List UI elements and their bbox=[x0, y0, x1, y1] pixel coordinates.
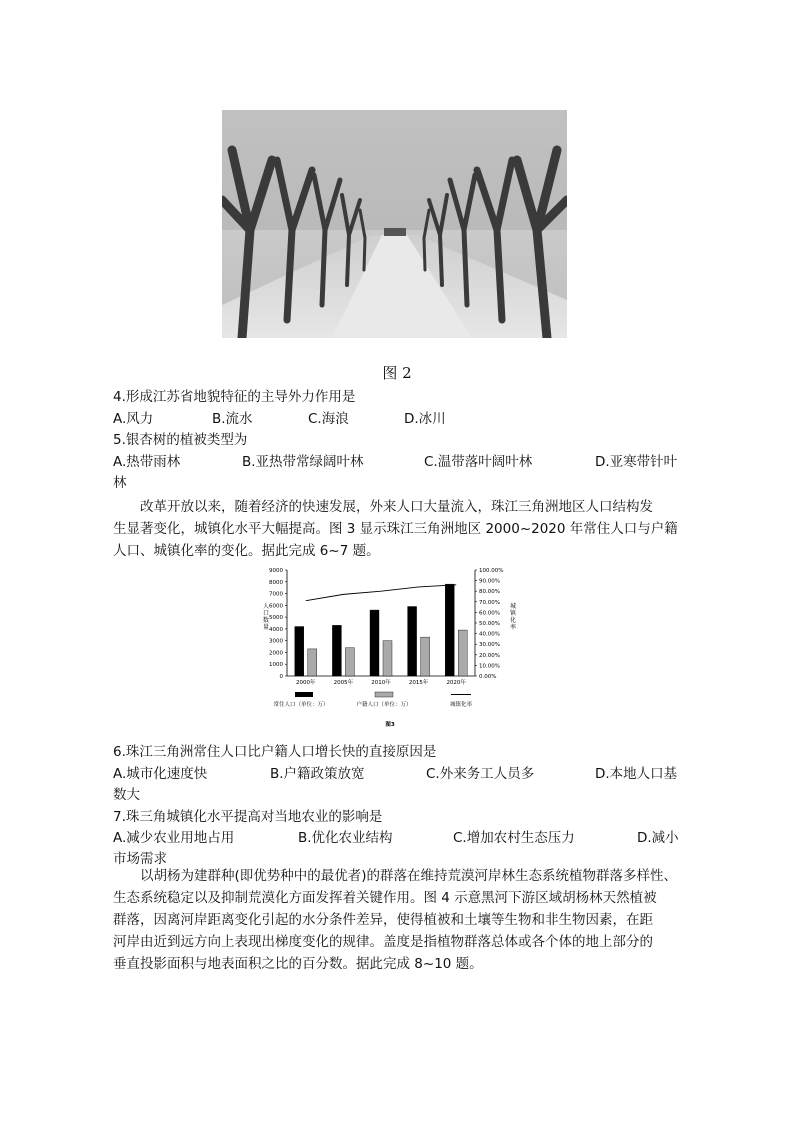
passage-line: 生态系统稳定以及抑制荒漠化方面发挥着关键作用。图 4 示意黑河下游区域胡杨林天然植被 bbox=[113, 890, 657, 906]
passage-pearl-river-delta bbox=[113, 496, 683, 562]
passage-line: 垂直投影面积与地表面积之比的百分数。据此完成 8~10 题。 bbox=[113, 956, 483, 972]
y-tick-label: 5000 bbox=[269, 615, 283, 622]
y-tick-label: 3000 bbox=[269, 638, 283, 645]
q6-option-d-wrap: 数大 bbox=[113, 787, 140, 803]
question-7-stem: 7.珠三角城镇化水平提高对当地农业的影响是 bbox=[113, 809, 383, 825]
bar-resident bbox=[445, 584, 454, 676]
q7-option-d-wrap: 市场需求 bbox=[113, 851, 167, 867]
y-tick-label: 1000 bbox=[269, 662, 283, 669]
y2-axis-label-char: 率 bbox=[509, 624, 517, 631]
q4-option-a: A.风力 bbox=[113, 411, 154, 427]
x-tick-label: 2015年 bbox=[408, 680, 429, 686]
passage-line: 改革开放以来，随着经济的快速发展，外来人口大量流入，珠江三角洲地区人口结构发 bbox=[140, 499, 653, 515]
y-tick-label: 6000 bbox=[269, 603, 283, 610]
passage-line: 生显著变化，城镇化水平大幅提高。图 3 显示珠江三角洲地区 2000~2020 年常住人口与户籍 bbox=[113, 521, 678, 537]
y2-tick-label: 100.00% bbox=[479, 568, 504, 574]
bar-registered bbox=[458, 630, 467, 676]
bar-registered bbox=[308, 649, 317, 676]
question-4-stem: 4.形成江苏省地貌特征的主导外力作用是 bbox=[113, 389, 356, 405]
y2-tick-label: 20.00% bbox=[479, 652, 500, 659]
passage-line: 群落，因离河岸距离变化引起的水分条件差异，使得植被和土壤等生物和非生物因素，在距 bbox=[113, 912, 653, 928]
y-tick-label: 9000 bbox=[269, 568, 283, 574]
q4-option-c: C.海浪 bbox=[308, 411, 349, 427]
y2-tick-label: 30.00% bbox=[479, 642, 500, 649]
y-tick-label: 4000 bbox=[269, 626, 283, 633]
figure-2-caption: 图 2 bbox=[382, 364, 412, 382]
q7-option-b: B.优化农业结构 bbox=[298, 830, 393, 846]
passage-line: 河岸由近到远方向上表现出梯度变化的规律。盖度是指植物群落总体或各个体的地上部分的 bbox=[113, 934, 653, 950]
y-tick-label: 7000 bbox=[269, 591, 283, 598]
q6-option-d: D.本地人口基 bbox=[595, 766, 678, 782]
y-tick-label: 2000 bbox=[269, 650, 283, 657]
q4-option-d: D.冰川 bbox=[404, 411, 446, 427]
y2-tick-label: 90.00% bbox=[479, 578, 500, 585]
y-axis-label-char: 数 bbox=[262, 617, 270, 624]
q7-option-a: A.减少农业用地占用 bbox=[113, 830, 235, 846]
urbanization-rate-line bbox=[306, 585, 456, 601]
legend-label-urbanization: 城镇化率 bbox=[449, 702, 473, 708]
y2-tick-label: 0.00% bbox=[479, 674, 497, 680]
q5-option-d-wrap: 林 bbox=[113, 475, 127, 491]
y2-tick-label: 40.00% bbox=[479, 631, 500, 638]
q5-option-b: B.亚热带常绿阔叶林 bbox=[242, 454, 364, 470]
y-axis-label-char: 人 bbox=[262, 603, 270, 610]
passage-populus-euphratica bbox=[113, 865, 693, 975]
q6-option-b: B.户籍政策放宽 bbox=[270, 766, 365, 782]
y-axis-label-char: 口 bbox=[262, 610, 270, 617]
figure-3-caption: 图3 bbox=[385, 722, 395, 728]
y2-axis-label-char: 镇 bbox=[509, 610, 517, 617]
q5-option-d: D.亚寒带针叶 bbox=[595, 454, 678, 470]
legend-swatch-resident bbox=[295, 692, 313, 697]
passage-line: 以胡杨为建群种(即优势种中的最优者)的群落在维持荒漠河岸林生态系统植物群落多样性、 bbox=[140, 868, 678, 884]
passage-line: 人口、城镇化率的变化。据此完成 6~7 题。 bbox=[113, 543, 380, 559]
bar-resident bbox=[370, 610, 379, 676]
bar-registered bbox=[345, 648, 354, 676]
legend-label-registered: 户籍人口（单位：万） bbox=[356, 702, 412, 708]
bar-registered bbox=[383, 641, 392, 676]
y-axis-label-char: 量 bbox=[262, 624, 270, 631]
q6-option-c: C.外来务工人员多 bbox=[426, 766, 535, 782]
question-6-stem: 6.珠江三角洲常住人口比户籍人口增长快的直接原因是 bbox=[113, 744, 437, 760]
y2-tick-label: 10.00% bbox=[479, 663, 500, 670]
bar-resident bbox=[332, 625, 341, 676]
figure-3-chart bbox=[255, 562, 525, 732]
y2-tick-label: 80.00% bbox=[479, 589, 500, 596]
y-tick-label: 0 bbox=[279, 674, 283, 680]
y2-axis-label-char: 化 bbox=[509, 617, 517, 624]
x-tick-label: 2005年 bbox=[333, 680, 354, 686]
bar-registered bbox=[421, 637, 430, 676]
q6-option-a: A.城市化速度快 bbox=[113, 766, 208, 782]
question-5-stem: 5.银杏树的植被类型为 bbox=[113, 432, 248, 448]
q7-option-c: C.增加农村生态压力 bbox=[453, 830, 575, 846]
q5-option-c: C.温带落叶阔叶林 bbox=[424, 454, 533, 470]
q5-option-a: A.热带雨林 bbox=[113, 454, 181, 470]
y2-tick-label: 70.00% bbox=[479, 599, 500, 606]
x-tick-label: 2000年 bbox=[296, 680, 316, 686]
bar-resident bbox=[408, 607, 417, 676]
legend-swatch-registered bbox=[375, 692, 393, 697]
y2-axis-label-char: 城 bbox=[509, 603, 517, 610]
x-tick-label: 2020年 bbox=[446, 680, 466, 686]
q4-option-b: B.流水 bbox=[212, 411, 253, 427]
ginkgo-avenue-photo bbox=[222, 110, 567, 338]
tree-avenue-illustration bbox=[222, 110, 567, 338]
population-urbanization-chart bbox=[255, 562, 525, 732]
legend-label-resident: 常住人口（单位：万） bbox=[273, 702, 329, 708]
y2-tick-label: 60.00% bbox=[479, 610, 500, 617]
bar-resident bbox=[295, 627, 304, 676]
x-tick-label: 2010年 bbox=[371, 680, 391, 686]
y-tick-label: 8000 bbox=[269, 579, 283, 586]
y2-tick-label: 50.00% bbox=[479, 621, 500, 627]
q7-option-d: D.减小 bbox=[637, 830, 679, 846]
